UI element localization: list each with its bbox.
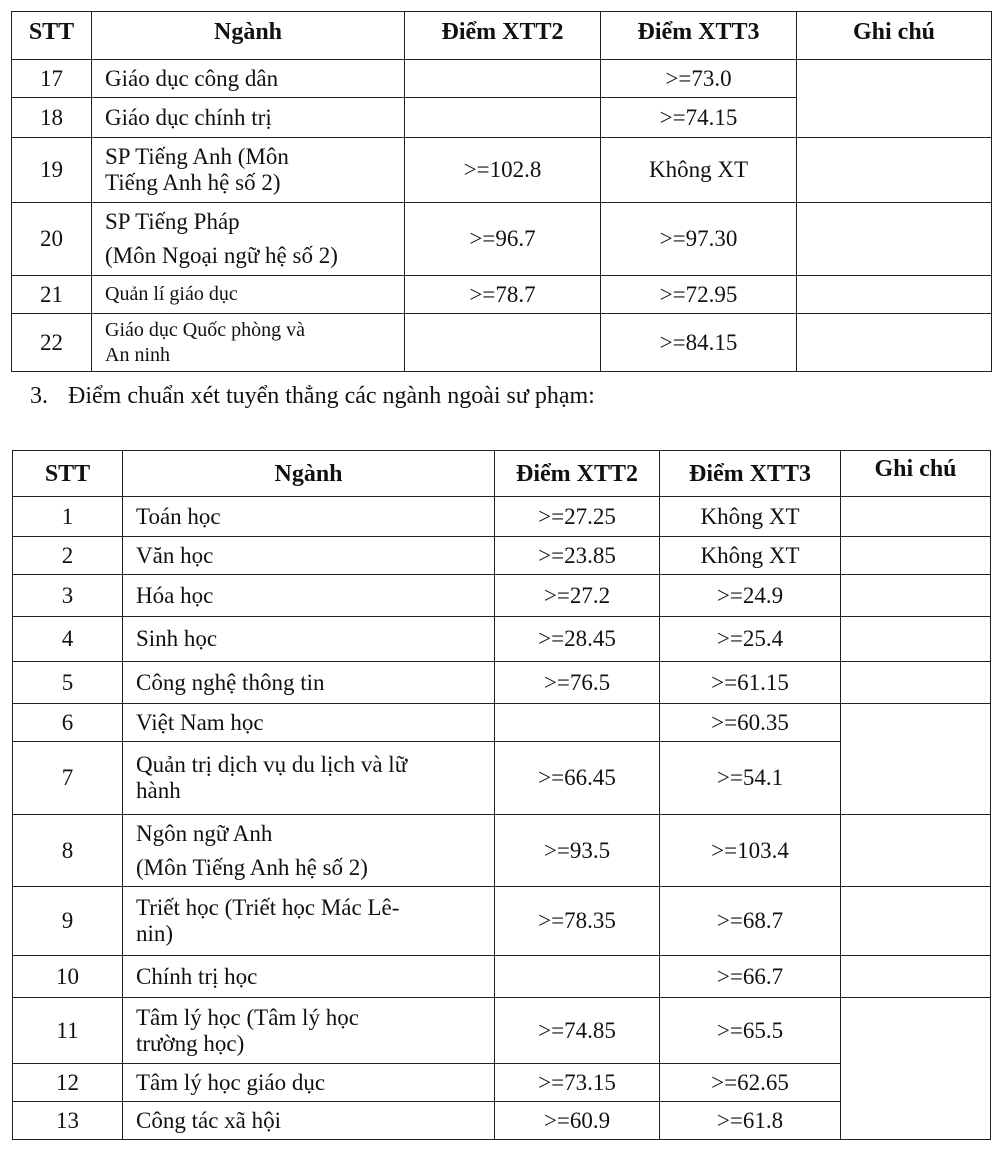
- stt-cell: 18: [12, 98, 92, 138]
- header-nganh: Ngành: [123, 451, 495, 497]
- nganh-line: (Môn Tiếng Anh hệ số 2): [136, 854, 368, 880]
- stt-cell: 17: [12, 60, 92, 98]
- xtt2-cell: >=60.9: [495, 1102, 660, 1140]
- xtt2-cell: >=27.25: [495, 497, 660, 537]
- stt-cell: 22: [12, 314, 92, 372]
- stt-cell: 12: [13, 1064, 123, 1102]
- xtt3-cell: >=74.15: [601, 98, 797, 138]
- xtt3-cell: >=84.15: [601, 314, 797, 372]
- stt-cell: 13: [13, 1102, 123, 1140]
- xtt2-cell: >=66.45: [495, 742, 660, 815]
- ghichu-cell: [797, 203, 992, 276]
- xtt2-cell: [495, 956, 660, 998]
- table-header-row: [13, 451, 991, 497]
- nganh-cell: Hóa học: [123, 575, 495, 617]
- nganh-cell: Chính trị học: [123, 956, 495, 998]
- nganh-cell: Sinh học: [123, 617, 495, 662]
- section-title: Điểm chuẩn xét tuyển thẳng các ngành ngoài sư phạm:: [68, 383, 595, 409]
- xtt3-cell: >=62.65: [660, 1064, 841, 1102]
- table-row: [13, 497, 991, 537]
- stt-cell: 6: [13, 704, 123, 742]
- xtt3-cell: Không XT: [601, 138, 797, 203]
- table-header-row: [12, 12, 992, 60]
- nganh-cell: [123, 742, 495, 815]
- xtt2-cell: >=28.45: [495, 617, 660, 662]
- stt-cell: 1: [13, 497, 123, 537]
- table-row: [12, 276, 992, 314]
- section-heading: [30, 383, 595, 410]
- xtt2-cell: [405, 314, 601, 372]
- nganh-line: Quản trị dịch vụ du lịch và lữ: [136, 752, 408, 777]
- ghichu-cell: [797, 314, 992, 372]
- ghichu-cell: [797, 60, 992, 138]
- header-xtt2: Điểm XTT2: [405, 12, 601, 60]
- xtt3-cell: >=61.15: [660, 662, 841, 704]
- nganh-cell: [92, 314, 405, 372]
- header-xtt3: Điểm XTT3: [601, 12, 797, 60]
- xtt2-cell: >=27.2: [495, 575, 660, 617]
- xtt3-cell: >=65.5: [660, 998, 841, 1064]
- header-xtt2: Điểm XTT2: [495, 451, 660, 497]
- stt-cell: 4: [13, 617, 123, 662]
- admission-table-pedagogy: [11, 11, 992, 372]
- nganh-line: An ninh: [105, 343, 170, 366]
- nganh-cell: Quản lí giáo dục: [92, 276, 405, 314]
- nganh-line: SP Tiếng Anh (Môn: [105, 144, 289, 169]
- xtt3-cell: >=72.95: [601, 276, 797, 314]
- stt-cell: 7: [13, 742, 123, 815]
- xtt3-cell: >=103.4: [660, 815, 841, 887]
- table-row: [13, 537, 991, 575]
- xtt3-cell: >=68.7: [660, 887, 841, 956]
- nganh-line: hành: [136, 778, 181, 803]
- xtt2-cell: >=74.85: [495, 998, 660, 1064]
- nganh-cell: [123, 887, 495, 956]
- table-row: [13, 887, 991, 956]
- stt-cell: 21: [12, 276, 92, 314]
- xtt2-cell: >=76.5: [495, 662, 660, 704]
- header-xtt3: Điểm XTT3: [660, 451, 841, 497]
- nganh-cell: [92, 203, 405, 276]
- ghichu-cell: [841, 575, 991, 617]
- xtt3-cell: >=66.7: [660, 956, 841, 998]
- ghichu-cell: [841, 956, 991, 998]
- xtt3-cell: Không XT: [660, 497, 841, 537]
- ghichu-cell: [841, 617, 991, 662]
- nganh-cell: Toán học: [123, 497, 495, 537]
- table-row: [13, 662, 991, 704]
- ghichu-cell: [841, 497, 991, 537]
- section-number: 3.: [30, 383, 48, 409]
- table-row: [13, 704, 991, 742]
- nganh-line: SP Tiếng Pháp: [105, 209, 240, 234]
- xtt2-cell: >=78.7: [405, 276, 601, 314]
- nganh-cell: Công nghệ thông tin: [123, 662, 495, 704]
- stt-cell: 11: [13, 998, 123, 1064]
- table-row: [13, 815, 991, 887]
- table-row: [12, 138, 992, 203]
- ghichu-cell: [841, 704, 991, 815]
- stt-cell: 9: [13, 887, 123, 956]
- ghichu-cell: [797, 276, 992, 314]
- xtt3-cell: >=54.1: [660, 742, 841, 815]
- header-nganh: Ngành: [92, 12, 405, 60]
- xtt3-cell: >=25.4: [660, 617, 841, 662]
- stt-cell: 8: [13, 815, 123, 887]
- ghichu-cell: [841, 887, 991, 956]
- nganh-cell: Việt Nam học: [123, 704, 495, 742]
- table-row: [13, 617, 991, 662]
- table-row: [12, 314, 992, 372]
- table-row: [13, 575, 991, 617]
- header-ghichu: Ghi chú: [841, 451, 991, 497]
- admission-table-non-pedagogy: [12, 450, 991, 1140]
- xtt2-cell: >=96.7: [405, 203, 601, 276]
- nganh-cell: [123, 998, 495, 1064]
- xtt3-cell: >=60.35: [660, 704, 841, 742]
- stt-cell: 3: [13, 575, 123, 617]
- table-row: [13, 998, 991, 1064]
- nganh-cell: Văn học: [123, 537, 495, 575]
- nganh-line: nin): [136, 921, 174, 946]
- stt-cell: 20: [12, 203, 92, 276]
- stt-cell: 10: [13, 956, 123, 998]
- stt-cell: 5: [13, 662, 123, 704]
- nganh-line: Tiếng Anh hệ số 2): [105, 170, 281, 195]
- nganh-cell: [123, 815, 495, 887]
- nganh-cell: Giáo dục chính trị: [92, 98, 405, 138]
- nganh-cell: Giáo dục công dân: [92, 60, 405, 98]
- nganh-line: Giáo dục Quốc phòng và: [105, 318, 305, 341]
- nganh-line: Tâm lý học (Tâm lý học: [136, 1004, 359, 1030]
- nganh-line: Ngôn ngữ Anh: [136, 820, 273, 846]
- ghichu-cell: [797, 138, 992, 203]
- nganh-line: (Môn Ngoại ngữ hệ số 2): [105, 243, 338, 268]
- ghichu-cell: [841, 998, 991, 1140]
- xtt2-cell: >=23.85: [495, 537, 660, 575]
- nganh-cell: Công tác xã hội: [123, 1102, 495, 1140]
- nganh-line: trường học): [136, 1030, 245, 1056]
- header-stt: STT: [12, 12, 92, 60]
- table-row: [12, 203, 992, 276]
- nganh-cell: Tâm lý học giáo dục: [123, 1064, 495, 1102]
- ghichu-cell: [841, 537, 991, 575]
- xtt3-cell: >=61.8: [660, 1102, 841, 1140]
- ghichu-cell: [841, 662, 991, 704]
- xtt2-cell: >=78.35: [495, 887, 660, 956]
- xtt2-cell: >=93.5: [495, 815, 660, 887]
- nganh-line: Triết học (Triết học Mác Lê-: [136, 895, 400, 920]
- table-row: [12, 60, 992, 98]
- nganh-cell: [92, 138, 405, 203]
- header-stt: STT: [13, 451, 123, 497]
- header-ghichu: Ghi chú: [797, 12, 992, 60]
- xtt3-cell: >=73.0: [601, 60, 797, 98]
- xtt2-cell: [405, 98, 601, 138]
- xtt3-cell: Không XT: [660, 537, 841, 575]
- table-row: [13, 956, 991, 998]
- xtt2-cell: [495, 704, 660, 742]
- stt-cell: 19: [12, 138, 92, 203]
- xtt2-cell: >=102.8: [405, 138, 601, 203]
- xtt3-cell: >=97.30: [601, 203, 797, 276]
- xtt3-cell: >=24.9: [660, 575, 841, 617]
- ghichu-cell: [841, 815, 991, 887]
- stt-cell: 2: [13, 537, 123, 575]
- xtt2-cell: >=73.15: [495, 1064, 660, 1102]
- xtt2-cell: [405, 60, 601, 98]
